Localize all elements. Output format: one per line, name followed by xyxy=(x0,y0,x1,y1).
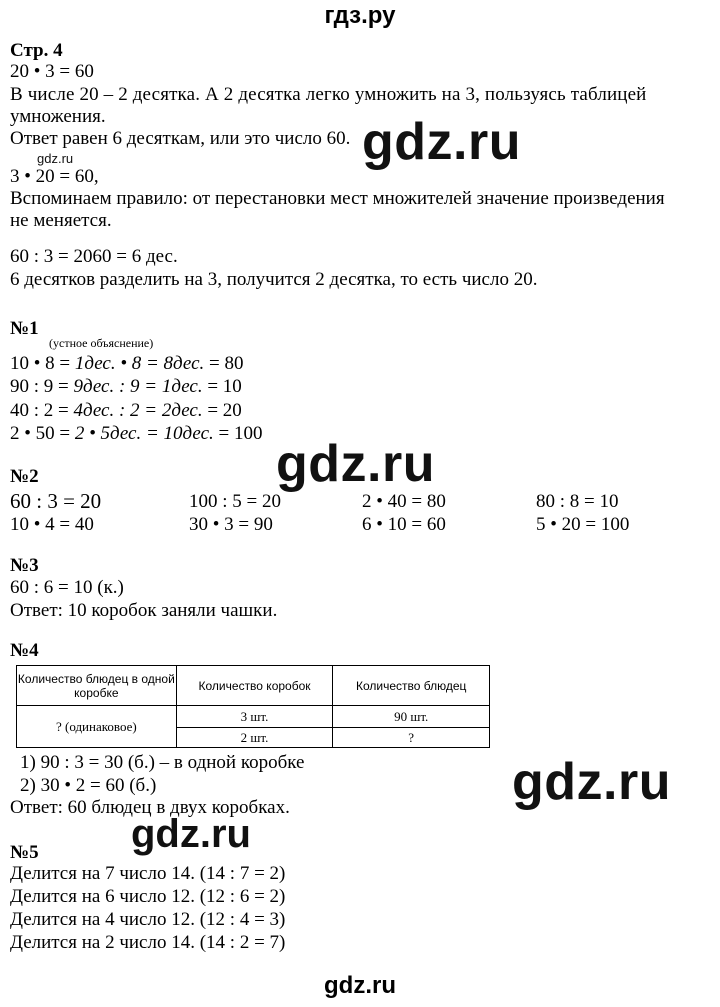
watermark: gdz.ru xyxy=(362,113,521,171)
task3-calc: 60 : 6 = 10 (к.) xyxy=(10,577,124,598)
table-header: Количество блюдец xyxy=(333,666,490,706)
watermark-small: gdz.ru xyxy=(37,151,74,166)
table-cell: 3 шт. xyxy=(176,706,333,728)
site-header: гдз.ру xyxy=(324,2,396,29)
task2-expr: 2 • 40 = 80 xyxy=(362,491,446,512)
text-line: умножения. xyxy=(10,106,106,127)
table-cell: 90 шт. xyxy=(333,706,490,728)
task4-label: №4 xyxy=(10,640,39,661)
task4-step: 2) 30 • 2 = 60 (б.) xyxy=(20,775,157,796)
task5-line: Делится на 6 число 12. (12 : 6 = 2) xyxy=(10,886,286,907)
text-line: 20 • 3 = 60 xyxy=(10,61,94,82)
task1-row: 2 • 50 = 2 • 5дес. = 10дес. = 100 xyxy=(10,423,263,444)
task2-expr: 60 : 3 = 20 xyxy=(10,489,102,513)
task4-answer: Ответ: 60 блюдец в двух коробках. xyxy=(10,797,290,818)
text-line: 6 десятков разделить на 3, получится 2 десятка, то есть число 20. xyxy=(10,269,538,290)
task2-expr: 30 • 3 = 90 xyxy=(189,514,273,535)
task2-expr: 10 • 4 = 40 xyxy=(10,514,94,535)
text-line: Вспоминаем правило: от перестановки мест множителей значение произведения xyxy=(10,188,665,209)
task1-row: 90 : 9 = 9дес. : 9 = 1дес. = 10 xyxy=(10,376,242,397)
task1-label: №1 xyxy=(10,318,39,339)
task1-row: 10 • 8 = 1дес. • 8 = 8дес. = 80 xyxy=(10,353,244,374)
table-header: Количество блюдец в одной коробке xyxy=(17,666,177,706)
table-header: Количество коробок xyxy=(176,666,333,706)
watermark: gdz.ru xyxy=(131,812,251,856)
task2-expr: 6 • 10 = 60 xyxy=(362,514,446,535)
task4-step: 1) 90 : 3 = 30 (б.) – в одной коробке xyxy=(20,752,305,773)
task3-answer: Ответ: 10 коробок заняли чашки. xyxy=(10,600,278,621)
table-cell: ? (одинаковое) xyxy=(17,706,177,748)
text-line: 60 : 3 = 2060 = 6 дес. xyxy=(10,246,178,267)
watermark: gdz.ru xyxy=(512,753,671,811)
watermark: gdz.ru xyxy=(276,435,435,493)
page-title: Стр. 4 xyxy=(10,40,63,61)
task5-line: Делится на 7 число 14. (14 : 7 = 2) xyxy=(10,863,286,884)
table-cell: ? xyxy=(333,728,490,748)
task2-expr: 80 : 8 = 10 xyxy=(536,491,619,512)
task2-expr: 100 : 5 = 20 xyxy=(189,491,281,512)
task2-label: №2 xyxy=(10,466,39,487)
task5-line: Делится на 2 число 14. (14 : 2 = 7) xyxy=(10,932,286,953)
table-cell: 2 шт. xyxy=(176,728,333,748)
task5-label: №5 xyxy=(10,842,39,863)
task4-table xyxy=(16,665,490,748)
task5-line: Делится на 4 число 12. (12 : 4 = 3) xyxy=(10,909,286,930)
text-line: 3 • 20 = 60, xyxy=(10,166,99,187)
text-line: не меняется. xyxy=(10,210,112,231)
text-line: Ответ равен 6 десяткам, или это число 60. xyxy=(10,128,351,149)
site-footer: gdz.ru xyxy=(324,972,396,999)
task3-label: №3 xyxy=(10,555,39,576)
text-line: В числе 20 – 2 десятка. А 2 десятка легко умножить на 3, пользуясь таблицей xyxy=(10,84,647,105)
task1-row: 40 : 2 = 4дес. : 2 = 2дес. = 20 xyxy=(10,400,242,421)
task1-note: (устное объяснение) xyxy=(49,336,154,350)
task2-expr: 5 • 20 = 100 xyxy=(536,514,630,535)
